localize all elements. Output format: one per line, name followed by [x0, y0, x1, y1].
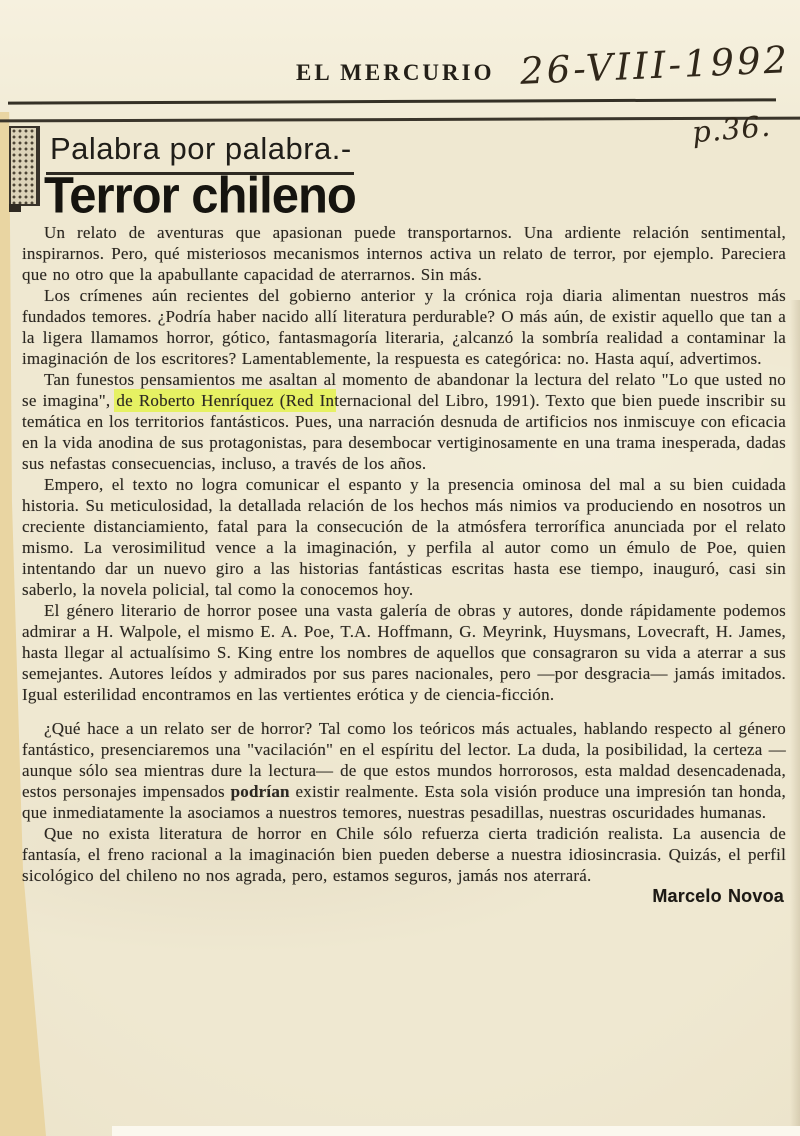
- text-segment: Un relato de aventuras que apasionan puede transportarnos. Una ardiente relación sentimental, inspirarnos. Pero, qué misteriosos mecanismos internos activa un relato de terror, por ejemplo. Pareciera que no otro que la apabullante capacidad de aterrarnos. Sin más.: [22, 223, 786, 284]
- article-headline: Terror chileno: [44, 167, 356, 225]
- scan-bottom-edge: [112, 1126, 800, 1136]
- article-body: [22, 222, 786, 907]
- section-kicker: Palabra por palabra.-: [50, 131, 352, 166]
- text-segment: Tan funestos pensamientos me asaltan al momento de abandonar la lectura del relato "Lo que usted no se imagina",: [22, 370, 786, 410]
- article-paragraph: [22, 823, 786, 886]
- section-ornament: [9, 126, 40, 206]
- text-segment: existir realmente. Esta sola visión produce una impresión tan honda, que inmediatamente la asociamos a nuestros temores, nuestras pesadillas, nuestras oscuridades humanas.: [22, 782, 787, 822]
- article-paragraph: [22, 600, 786, 705]
- article-byline: Marcelo Novoa: [652, 886, 784, 906]
- handwritten-page-number: p.36.: [690, 108, 773, 150]
- scan-right-edge: [790, 300, 800, 1136]
- article-paragraph: [22, 285, 786, 369]
- text-segment: El género literario de horror posee una vasta galería de obras y autores, donde rápidamente podemos admirar a H. Walpole, el mismo E. A. Poe, T.A. Hoffmann, G. Meyrink, Huysmans, Lovecraft, H. James, hasta llegar al actualísimo S. King entre los nombres de aquellos que consagraron su vida a aterrar a sus semejantes. Autores leídos y admirados por sus pares nacionales, pero —por desgracia— jamás imitados. Igual esterilidad encontramos en las vertientes erótica y de ciencia-ficción.: [22, 601, 786, 704]
- text-segment: Empero, el texto no logra comunicar el espanto y la presencia ominosa del mal a su bien cuidada historia. Su meticulosidad, la detallada relación de los hechos más nimios va produciendo en nosotros un creciente distanciamiento, fatal para la consecución de la atmósfera terrorífica anunciada por el relato mismo. La verosimilitud vence a la imaginación, y perfila al autor como un émulo de Poe, quien intentando dar un nuevo giro a las historias fantásticas escritas hasta ese tiempo, inauguró, casi sin saberlo, la novela policial, tal como la conocemos hoy.: [22, 475, 786, 599]
- text-segment: Que no exista literatura de horror en Chile sólo refuerza cierta tradición realista. La ausencia de fantasía, el freno racional a la imaginación bien pueden deberse a nuestra idiosincrasia. Quizás, el perfil sicológico del chileno no nos agrada, pero, estamos seguros, jamás nos aterrará.: [22, 824, 786, 885]
- text-segment: Los crímenes aún recientes del gobierno anterior y la crónica roja diaria alimentan nuestros más fundados temores. ¿Podría haber nacido allí literatura perdurable? O más aún, de existir aquello que tan a la ligera llamamos horror, gótico, fantasmagoría literaria, ¿alcanzó la sombría realidad a contaminar la imaginación de los escritores? Lamentablemente, la respuesta es categórica: no. Hasta aquí, advertimos.: [22, 286, 786, 368]
- article-paragraph: [22, 222, 786, 285]
- highlighted-text: de Roberto Henríquez (Red In: [116, 391, 335, 410]
- article-paragraph: [22, 474, 786, 600]
- text-segment: podrían: [230, 782, 290, 801]
- article-paragraph: [22, 718, 786, 823]
- masthead: EL MERCURIO: [296, 60, 495, 85]
- handwritten-date: 26-VIII-1992: [519, 38, 791, 93]
- text-segment: ¿Qué hace a un relato ser de horror? Tal como los teóricos más actuales, hablando respecto al género fantástico, presenciaremos una "vacilación" en el espíritu del lector. La duda, la posibilidad, la certeza —aunque sólo sea mientras dure la lectura— de que estos mundos horrorosos, esta maldad desencadenada, estos personajes impensados: [22, 719, 786, 801]
- article-paragraph: [22, 369, 786, 474]
- text-segment: ternacional del Libro, 1991). Texto que bien puede inscribir su temática en los territorios fantásticos. Pues, una narración desnuda de artificios nos inmiscuye con eficacia en la vida anodina de sus protagonistas, para desembocar vertiginosamente en una trama inesperada, dadas sus nefastas consecuencias, incluso, a través de los años.: [22, 391, 786, 473]
